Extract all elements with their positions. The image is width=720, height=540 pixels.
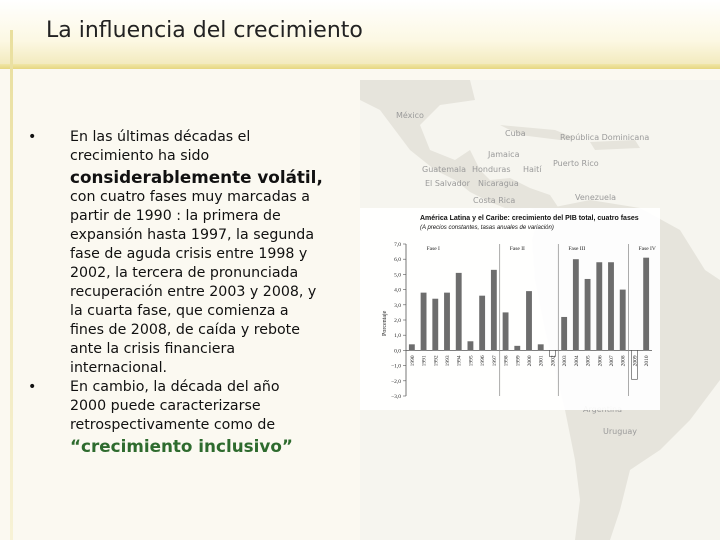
bar: [468, 341, 474, 350]
map-label: República Dominicana: [560, 133, 650, 142]
y-tick-label: 0,0: [394, 348, 401, 355]
x-tick-label: 1990: [409, 355, 416, 367]
bar: [444, 293, 450, 351]
bar: [432, 299, 438, 351]
bar: [620, 290, 626, 351]
x-tick-label: 1995: [468, 355, 475, 367]
map-label: Nicaragua: [478, 179, 519, 188]
bullet-line: fines de 2008, de caída y rebote: [70, 322, 300, 338]
map-label: Guatemala: [422, 165, 467, 174]
bullet-line: 2000 puede caracterizarse: [70, 398, 261, 414]
x-tick-label: 1992: [433, 355, 440, 367]
map-label: Puerto Rico: [553, 159, 599, 168]
map-label: Costa Rica: [473, 196, 516, 205]
bullet-line: En las últimas décadas el: [70, 129, 251, 145]
x-tick-label: 2008: [620, 355, 627, 367]
bar: [643, 258, 649, 351]
chart-background: [360, 208, 660, 410]
y-tick-label: 6,0: [394, 257, 401, 264]
phase-label: Fase III: [568, 246, 586, 252]
x-tick-label: 1999: [515, 355, 522, 367]
x-tick-label: 1997: [491, 355, 498, 367]
map-label: Honduras: [472, 165, 511, 174]
bar: [608, 262, 614, 350]
map-label: Jamaica: [488, 150, 520, 159]
x-tick-label: 2005: [585, 355, 592, 367]
y-tick-label: −2,0: [391, 378, 401, 385]
x-tick-label: 1993: [445, 355, 451, 367]
left-accent-rule: [10, 30, 13, 540]
gdp-growth-chart: [360, 208, 660, 410]
bullet-line: la cuarta fase, que comienza a: [70, 303, 289, 319]
bar: [538, 344, 544, 350]
x-tick-label: 2004: [573, 355, 580, 367]
x-tick-label: 2003: [562, 355, 569, 367]
bullet-line: partir de 1990 : la primera de: [70, 208, 281, 224]
y-tick-label: −3,0: [391, 394, 401, 400]
bar: [585, 279, 591, 350]
bar: [503, 312, 509, 350]
x-tick-label: 2001: [538, 355, 545, 367]
emphasis-punctuation: ,: [316, 167, 323, 187]
bullet-line: En cambio, la década del año: [70, 379, 280, 395]
x-tick-label: 1998: [503, 355, 510, 367]
x-tick-label: 2009: [632, 355, 639, 367]
inclusive-growth-emphasis: “crecimiento inclusivo”: [70, 436, 293, 456]
bullet-item-2: [28, 378, 358, 457]
bar: [573, 259, 579, 350]
bullet-marker: •: [28, 129, 37, 145]
bar: [596, 262, 602, 350]
y-axis-label: Porcentaje: [382, 310, 388, 336]
x-tick-label: 1994: [456, 355, 463, 367]
header-divider: [0, 64, 720, 69]
chart-title: América Latina y el Caribe: crecimiento del PIB total, cuatro fases: [420, 215, 639, 222]
bar: [491, 270, 497, 351]
bullet-line: expansión hasta 1997, la segunda: [70, 227, 315, 243]
map-label: Cuba: [505, 129, 526, 138]
phase-label: Fase II: [509, 246, 525, 252]
x-tick-label: 2000: [527, 355, 533, 367]
bar: [526, 291, 532, 350]
y-tick-label: 5,0: [394, 272, 401, 279]
y-tick-label: 1,0: [394, 333, 401, 340]
map-label: Haití: [523, 165, 542, 174]
bullet-line: retrospectivamente como de: [70, 417, 276, 433]
map-label: El Salvador: [425, 179, 470, 188]
x-tick-label: 2010: [644, 355, 651, 367]
bullet-list: [28, 128, 358, 457]
y-tick-label: 3,0: [394, 302, 401, 309]
y-tick-label: 7,0: [394, 242, 401, 248]
map-label: Venezuela: [575, 193, 617, 202]
bar: [479, 296, 485, 351]
bullet-line: recuperación entre 2003 y 2008, y: [70, 284, 317, 300]
y-tick-label: 2,0: [394, 318, 401, 324]
y-tick-label: 4,0: [394, 287, 401, 294]
bar: [409, 344, 415, 350]
emphasis-text: considerablemente volátil: [70, 167, 317, 187]
bullet-line: con cuatro fases muy marcadas a: [70, 189, 310, 205]
bullet-line: fase de aguda crisis entre 1998 y: [70, 246, 308, 262]
x-tick-label: 2006: [597, 355, 604, 367]
map-label: México: [396, 111, 424, 120]
bullet-marker: •: [28, 379, 37, 395]
bar: [514, 346, 520, 351]
bullet-line: 2002, la tercera de pronunciada: [70, 265, 299, 281]
phase-label: Fase I: [426, 246, 440, 252]
bullet-emphasis-line: [70, 166, 358, 188]
bullet-item-1: [28, 128, 358, 378]
bar: [421, 293, 427, 351]
bar: [456, 273, 462, 351]
bar: [561, 317, 567, 350]
y-tick-label: −1,0: [391, 363, 401, 370]
x-tick-label: 1996: [480, 355, 487, 367]
x-tick-label: 2007: [609, 355, 615, 367]
x-tick-label: 2002: [550, 355, 557, 367]
x-tick-label: 1991: [421, 355, 428, 367]
slide-title: La influencia del crecimiento: [46, 18, 363, 43]
map-label: Uruguay: [603, 427, 637, 436]
phase-label: Fase IV: [638, 246, 656, 252]
bullet-line: crecimiento ha sido: [70, 148, 210, 164]
bullet-line: internacional.: [70, 360, 168, 376]
bullet-line: ante la crisis financiera: [70, 341, 236, 357]
chart-subtitle: (A precios constantes, tasas anuales de variación): [420, 225, 554, 231]
